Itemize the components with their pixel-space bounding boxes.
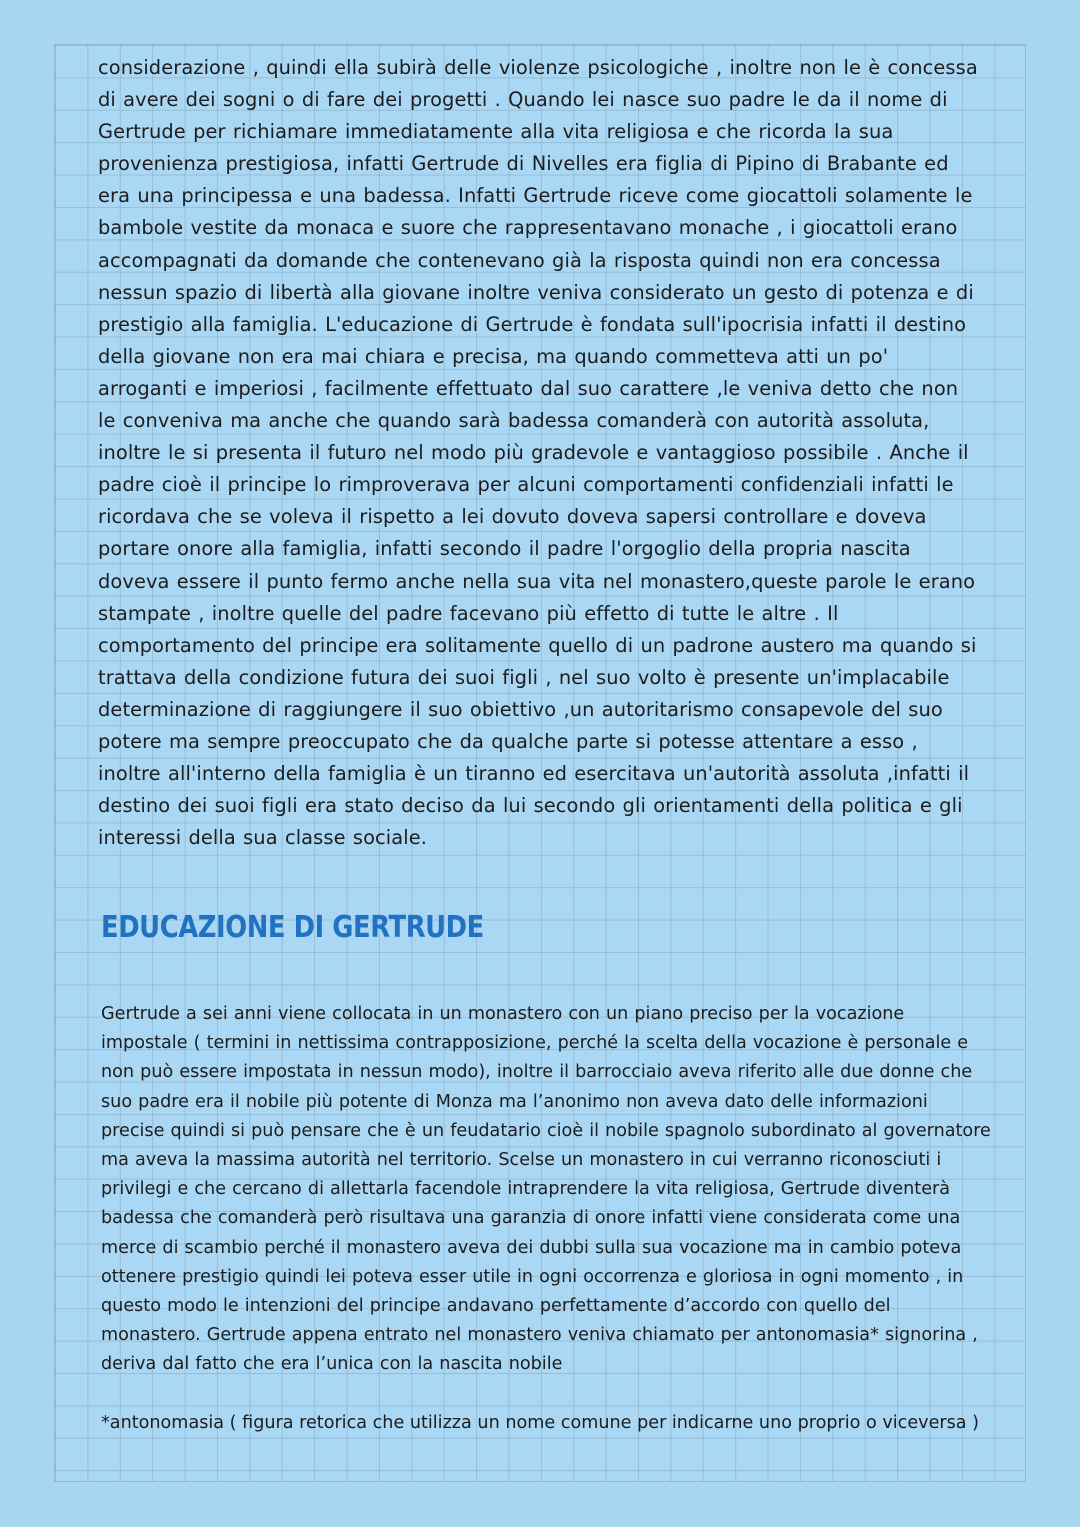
body-paragraph-2: Gertrude a sei anni viene collocata in un monastero con un piano preciso per la vocazione impostale ( termini in nettissima contrapposizione, perché la scelta della vocazione è personale e non può essere impostata in nessun modo), inoltre il barrocciaio aveva riferito alle due donne che suo padre era il nobile più potente di Monza ma l’anonimo non aveva dato delle informazioni precise quindi si può pensare che è un feudatario cioè il nobile spagnolo subordinato al governatore ma aveva la massima autorità nel territorio. Scelse un monastero in cui verranno riconosciuti i privilegi e che cercano di allettarla facendole intraprendere la vita religiosa, Gertrude diventerà badessa che comanderà però risultava una garanzia di onore infatti viene considerata come una merce di scambio perché il monastero aveva dei dubbi sulla sua vocazione ma in cambio poteva ottenere prestigio quindi lei poteva esser utile in ogni occorrenza e gloriosa in ogni momento , in questo modo le intenzioni del principe andavano perfettamente d’accordo con quello del monastero. Gertrude appena entrato nel monastero veniva chiamato per antonomasia* signorina , deriva dal fatto che era l’unica con la nascita nobile: [101, 1004, 991, 1375]
body-paragraph-1: considerazione , quindi ella subirà delle violenze psicologiche , inoltre non le è concessa di avere dei sogni o di fare dei progetti . Quando lei nasce suo padre le da il nome di Gertrude per richiamare immediatamente alla vita religiosa e che ricorda la sua provenienza prestigiosa, infatti Gertrude di Nivelles era figlia di Pipino di Brabante ed era una principessa e una badessa. Infatti Gertrude riceve come giocattoli solamente le bambole vestite da monaca e suore che rappresentavano monache , i giocattoli erano accompagnati da domande che contenevano già la risposta quindi non era concessa nessun spazio di libertà alla giovane inoltre veniva considerato un gesto di potenza e di prestigio alla famiglia. L'educazione di Gertrude è fondata sull'ipocrisia infatti il destino della giovane non era mai chiara e precisa, ma quando commetteva atti un po' arroganti e imperiosi , facilmente effettuato dal suo carattere ,le veniva detto che non le conveniva ma anche che quando sarà badessa comanderà con autorità assoluta, inoltre le si presenta il futuro nel modo più gradevole e vantaggioso possibile . Anche il padre cioè il principe lo rimproverava per alcuni comportamenti confidenziali infatti le ricordava che se voleva il rispetto a lei dovuto doveva sapersi controllare e doveva portare onore alla famiglia, infatti secondo il padre l'orgoglio della propria nascita doveva essere il punto fermo anche nella sua vita nel monastero,queste parole le erano stampate , inoltre quelle del padre facevano più effetto di tutte le altre . Il comportamento del principe era solitamente quello di un padrone austero ma quando si trattava della condizione futura dei suoi figli , nel suo volto è presente un'implacabile determinazione di raggiungere il suo obiettivo ,un autoritarismo consapevole del suo potere ma sempre preoccupato che da qualche parte si potesse attentare a esso , inoltre all'interno della famiglia è un tiranno ed esercitava un'autorità assoluta ,infatti il destino dei suoi figli era stato deciso da lui secondo gli orientamenti della politica e gli interessi della sua classe sociale.: [98, 56, 978, 850]
section-heading: EDUCAZIONE DI GERTRUDE: [101, 910, 484, 945]
footnote: *antonomasia ( figura retorica che utilizza un nome comune per indicarne uno proprio o viceversa ): [101, 1413, 980, 1433]
